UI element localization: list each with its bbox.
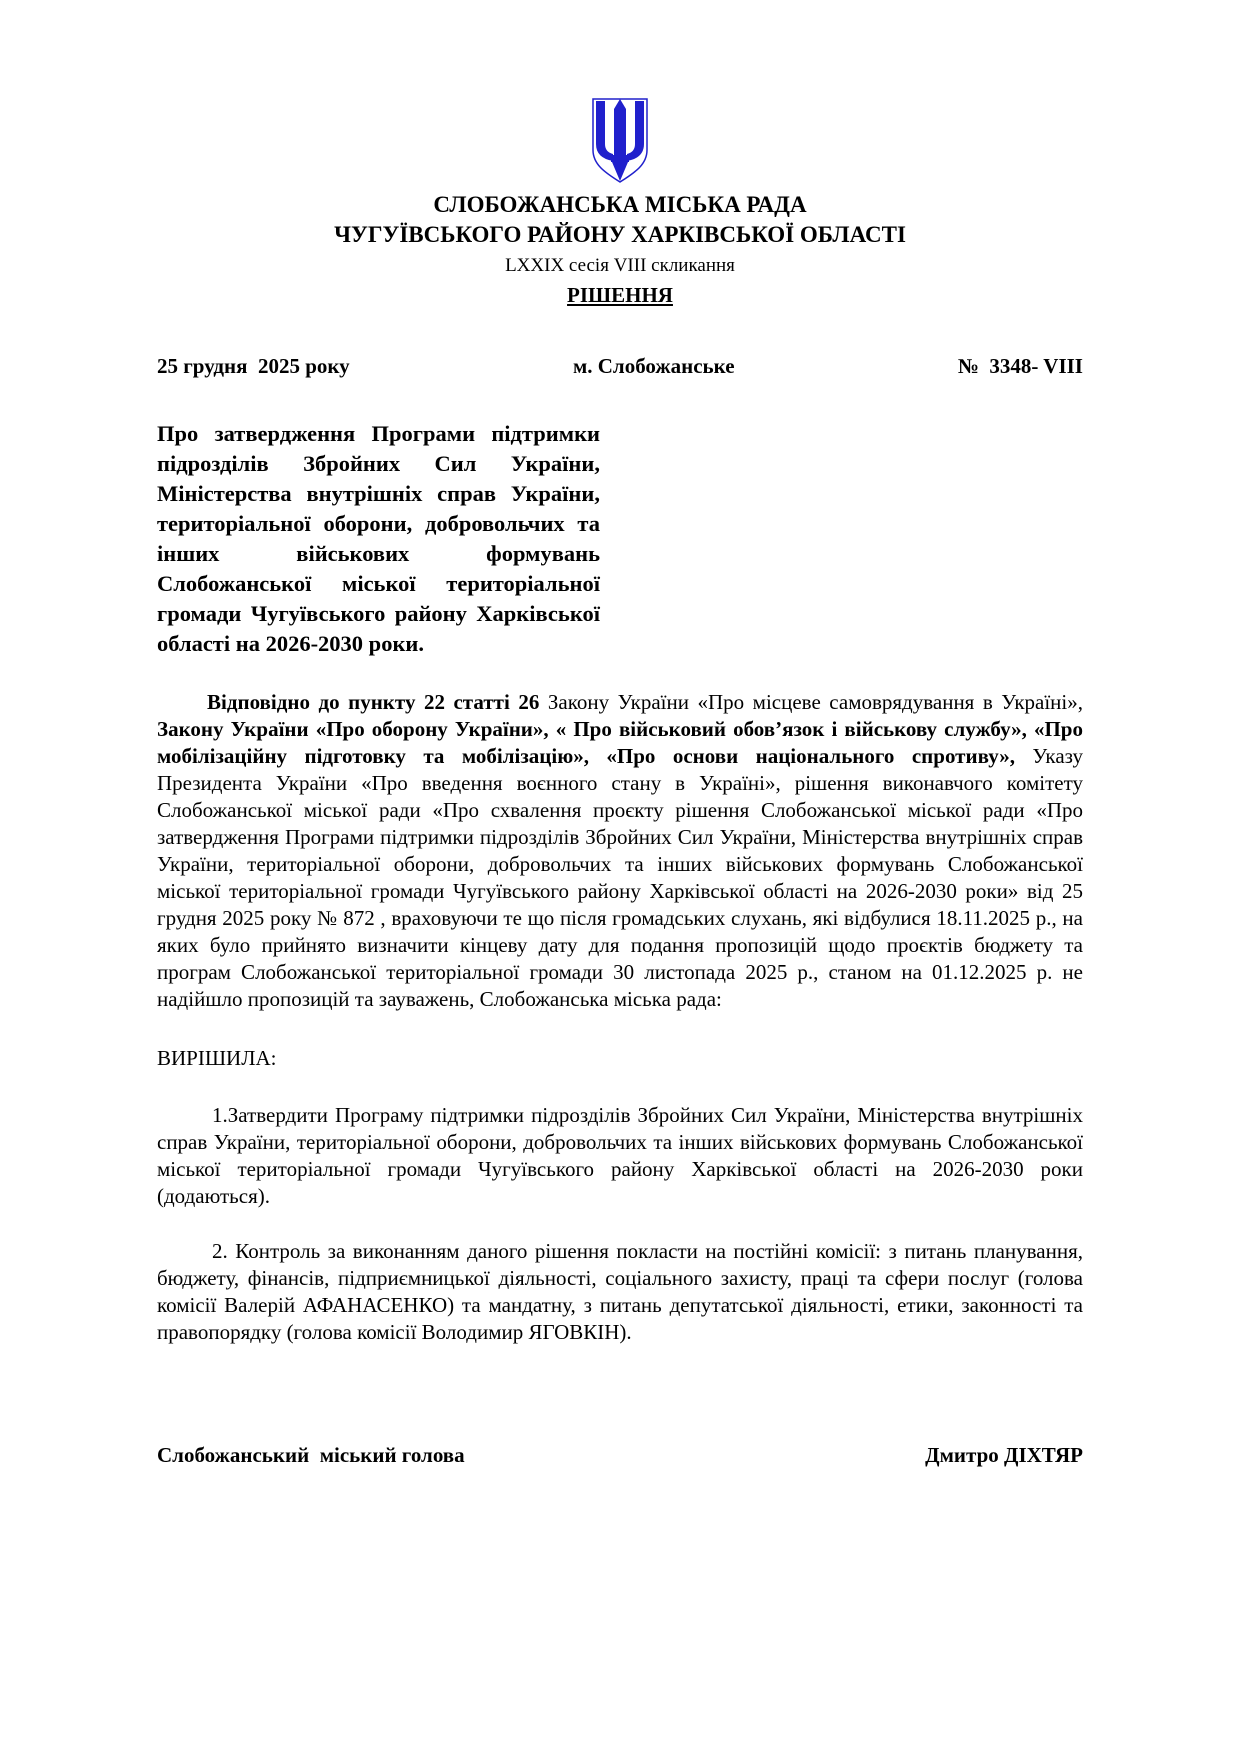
- document-place: м. Слобожанське: [572, 354, 735, 378]
- meta-row: [157, 353, 1083, 379]
- signatory-title: Слобожанський міський голова: [157, 1443, 465, 1467]
- document-number: № 3348- VIII: [957, 354, 1083, 378]
- document-header: [157, 98, 1083, 309]
- resolution-item-1: 1.Затвердити Програму підтримки підрозділів Збройних Сил України, Міністерства внутрішніх справ України, територіальної оборони, добровольчих та інших військових формувань Слобожанської міської територіальної громади Чугуївського району Харківської області на 2026-2030 роки (додаються).: [157, 1103, 1083, 1208]
- decision-subject: Про затвердження Програми підтримки підрозділів Збройних Сил України, Міністерства внутрішніх справ України, територіальної оборони, добровольчих та інших військових формувань Слобожанської міської територіальної громади Чугуївського району Харківської області на 2026-2030 роки.: [157, 421, 600, 656]
- resolution-item-2: 2. Контроль за виконанням даного рішення покласти на постійні комісії: з питань планування, бюджету, фінансів, підприємницької діяльності, соціального захисту, праці та сфери послуг (голова комісії Валерій АФАНАСЕНКО) та мандатну, з питань депутатської діяльності, етики, законності та правопорядку (голова комісії Володимир ЯГОВКІН).: [157, 1239, 1083, 1344]
- session-line: LXXIX сесія VIII скликання: [505, 255, 735, 276]
- resolution-word: ВИРІШИЛА:: [157, 1046, 277, 1070]
- preamble-lead-bold: Відповідно до пункту 22 статті 26: [207, 690, 540, 714]
- preamble-paragraph: [157, 689, 1083, 1013]
- ukraine-trident-emblem-icon: [157, 98, 1083, 184]
- preamble-text-2: Указу Президента України «Про введення воєнного стану в Україні», рішення виконавчого комітету Слобожанської міської ради «Про схвалення проєкту рішення Слобожанської міської ради «Про затвердження Програми підтримки підрозділів Збройних Сил України, Міністерства внутрішніх справ України, територіальної оборони, добровольчих та інших військових формувань Слобожанської міської територіальної громади Чугуївського району Харківської області на 2026-2030 роки» від 25 грудня 2025 року № 872 , враховуючи те що після громадських слухань, які відбулися 18.11.2025 р., на яких було прийнято визначити кінцеву дату для подання пропозицій щодо проєктів бюджету та програм Слобожанської територіальної громади 30 листопада 2025 р., станом на 01.12.2025 р. не надійшло пропозицій та зауважень, Слобожанська міська рада:: [157, 744, 1083, 1011]
- document-date: 25 грудня 2025 року: [157, 354, 350, 378]
- preamble-text-1: Закону України «Про місцеве самоврядування в Україні»,: [539, 690, 1083, 714]
- signature-row: [157, 1442, 1083, 1468]
- council-region: ЧУГУЇВСЬКОГО РАЙОНУ ХАРКІВСЬКОЇ ОБЛАСТІ: [334, 222, 906, 247]
- preamble-laws-bold: Закону України «Про оборону України», « Про військовий обов’язок і військову службу», «Про мобілізаційну підготовку та мобілізацію», «Про основи національного спротиву»,: [157, 717, 1083, 768]
- document-type-title: РІШЕННЯ: [567, 283, 673, 307]
- council-name: СЛОБОЖАНСЬКА МІСЬКА РАДА: [433, 192, 807, 217]
- signatory-name: Дмитро ДІХТЯР: [925, 1443, 1083, 1467]
